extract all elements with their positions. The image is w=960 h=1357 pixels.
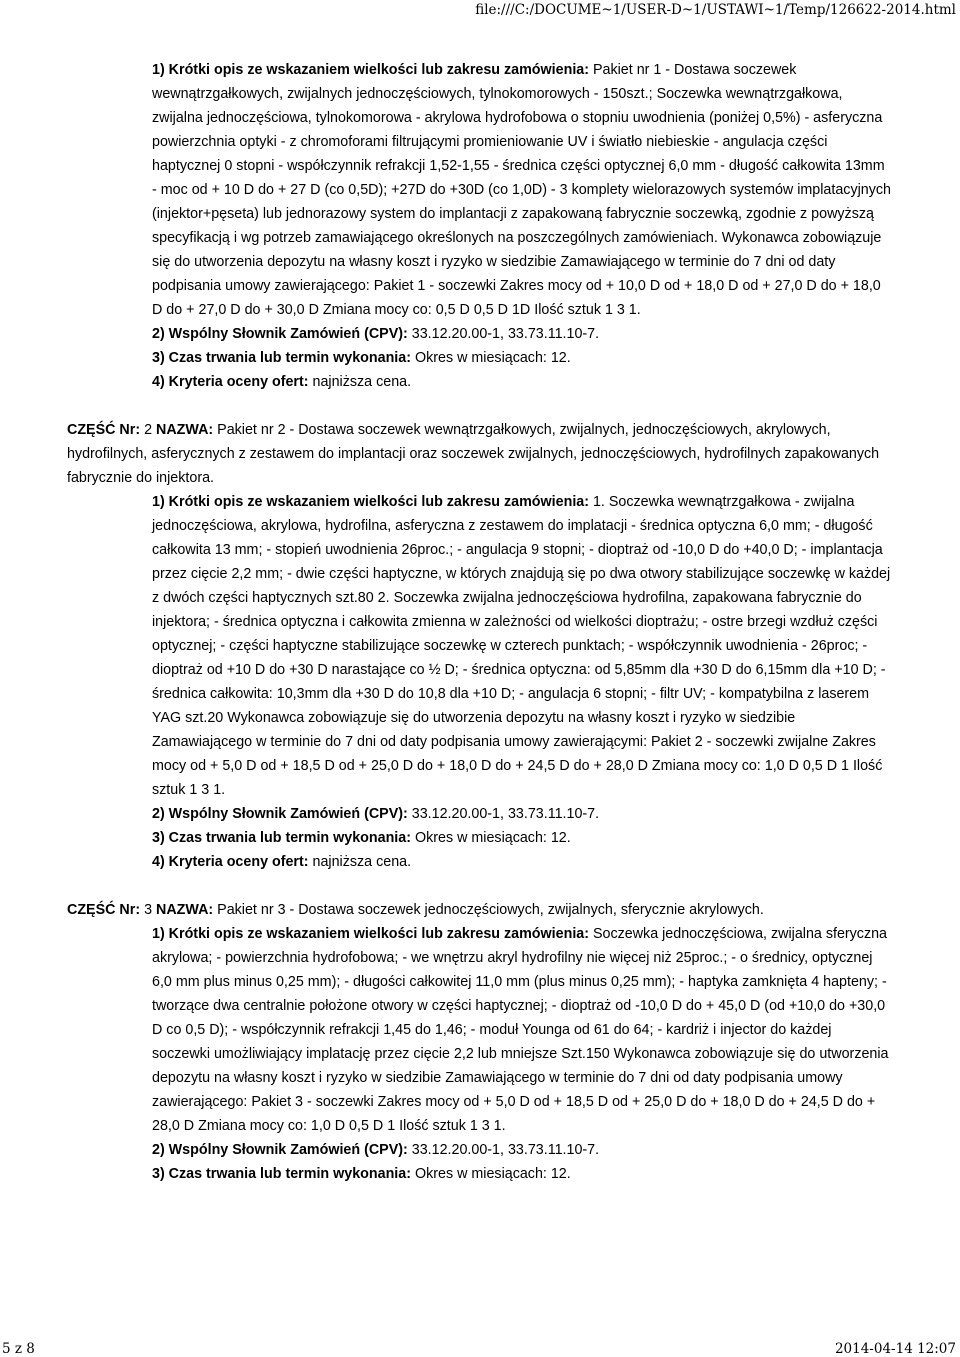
part2-item4-label: 4) Kryteria oceny ofert:: [152, 854, 309, 870]
part1-item4: [152, 370, 892, 394]
part3-nazwa-label: NAZWA:: [156, 902, 214, 918]
part2-czesc-label: CZĘŚĆ Nr:: [67, 422, 141, 438]
part1-item2: [152, 322, 892, 346]
part3-item3-text: Okres w miesiącach: 12.: [414, 1166, 571, 1182]
part1-item3: [152, 346, 892, 370]
part2-item2: [152, 802, 892, 826]
part3-czesc-nr: 3: [144, 902, 153, 918]
part3-item2: [152, 1138, 892, 1162]
part2-item3: [152, 826, 892, 850]
part3-item1-text: Soczewka jednoczęściowa, zwijalna sferyczna akrylowa; - powierzchnia hydrofobowa; - we wnętrzu akryl hydrofilny nie więcej niż 25proc.; - o średnicy, optycznej 6,0 mm plus minus 0,25 mm); - długości całkowitej 11,0 mm (plus minus 0,25 mm); - haptyka zamknięta 4 hapteny; - tworzące dwa centralnie położone otwory w części haptycznej; - dioptraż od -10,0 D do + 45,0 D (od +10,0 do +30,0 D co 0,5 D); - współczynnik refrakcji 1,45 do 1,46; - moduł Younga od 61 do 64; - kardriż i injector do każdej soczewki umożliwiający implatację przez cięcie 2,2 lub mniejsze Szt.150 Wykonawca zobowiązuje się do utworzenia depozytu na własny koszt i ryzyko w siedzibie Zamawiającego w terminie do 7 dni od daty podpisania umowy zawierającego: Pakiet 3 - soczewki Zakres mocy od + 5,0 D od + 18,5 D od + 25,0 D do + 18,0 D do + 24,5 D do + 28,0 D Zmiana mocy co: 1,0 D 0,5 D 1 Ilość sztuk 1 3 1.: [152, 926, 889, 1134]
part3-item2-text: 33.12.20.00-1, 33.73.11.10-7.: [411, 1142, 600, 1158]
part2-item1: [152, 490, 892, 802]
part3-item3-label: 3) Czas trwania lub termin wykonania:: [152, 1166, 411, 1182]
part1-item2-text: 33.12.20.00-1, 33.73.11.10-7.: [411, 326, 600, 342]
part1-item4-label: 4) Kryteria oceny ofert:: [152, 374, 309, 390]
part1-item2-label: 2) Wspólny Słownik Zamówień (CPV):: [152, 326, 408, 342]
part3-item3: [152, 1162, 892, 1186]
part3-item2-label: 2) Wspólny Słownik Zamówień (CPV):: [152, 1142, 408, 1158]
part2-item4-text: najniższa cena.: [312, 854, 412, 870]
part2-item4: [152, 850, 892, 874]
part1-item3-text: Okres w miesiącach: 12.: [414, 350, 571, 366]
part2-nazwa-label: NAZWA:: [156, 422, 214, 438]
print-header-file-path: file:///C:/DOCUME~1/USER-D~1/USTAWI~1/Temp/126622-2014.html: [475, 2, 956, 18]
part2-item2-text: 33.12.20.00-1, 33.73.11.10-7.: [411, 806, 600, 822]
part1-item1-text: Pakiet nr 1 - Dostawa soczewek wewnątrzgałkowych, zwijalnych jednoczęściowych, tylnokomorowych - 150szt.; Soczewka wewnątrzgałkowa, zwijalna jednoczęściowa, tylnokomorowa - akrylowa hydrofobowa o stopniu uwodnienia (poniżej 0,5%) - asferyczna powierzchnia optyki - z chromoforami filtrującymi promieniowanie UV i światło niebieskie - angulacja części haptycznej 0 stopni - współczynnik refrakcji 1,52-1,55 - średnica części optycznej 6,0 mm - długość całkowita 13mm - moc od + 10 D do + 27 D (co 0,5D); +27D do +30D (co 1,0D) - 3 komplety wielorazowych systemów implatacyjnych (injektor+pęseta) lub jednorazowy system do implantacji z zapakowaną fabrycznie soczewką, zgodnie z powyższą specyfikacją i wg potrzeb zamawiającego określonych na poszczególnych zamówieniach. Wykonawca zobowiązuje się do utworzenia depozytu na własny koszt i ryzyko w siedzibie Zamawiającego w terminie do 7 dni od daty podpisania umowy zawierającego: Pakiet 1 - soczewki Zakres mocy od + 10,0 D od + 18,0 D od + 27,0 D do + 18,0 D do + 27,0 D do + 30,0 D Zmiana mocy co: 0,5 D 0,5 D 1D Ilość sztuk 1 3 1.: [152, 62, 891, 318]
part3-heading: [67, 898, 892, 922]
part2-item1-label: 1) Krótki opis ze wskazaniem wielkości lub zakresu zamówienia:: [152, 494, 589, 510]
part1-item1: [152, 58, 892, 322]
print-footer-datetime: 2014-04-14 12:07: [834, 1341, 956, 1357]
part2-czesc-nr: 2: [144, 422, 153, 438]
part1-item4-text: najniższa cena.: [312, 374, 412, 390]
part3-nazwa-text: Pakiet nr 3 - Dostawa soczewek jednoczęściowych, zwijalnych, sferycznie akrylowych.: [217, 902, 764, 918]
part2-heading: [67, 418, 892, 490]
document-body: [0, 58, 960, 1186]
part2-nazwa-text: Pakiet nr 2 - Dostawa soczewek wewnątrzgałkowych, zwijalnych, jednoczęściowych, akrylowych, hydrofilnych, asferycznych z zestawem do implantacji oraz soczewek zwijalnych, jednoczęściowych, hydrofilnych zapakowanych fabrycznie do injektora.: [67, 422, 880, 486]
part3-czesc-label: CZĘŚĆ Nr:: [67, 902, 141, 918]
part1-item3-label: 3) Czas trwania lub termin wykonania:: [152, 350, 411, 366]
part2-item3-text: Okres w miesiącach: 12.: [414, 830, 571, 846]
part3-item1-label: 1) Krótki opis ze wskazaniem wielkości lub zakresu zamówienia:: [152, 926, 589, 942]
part3-item1: [152, 922, 892, 1138]
part1-item1-label: 1) Krótki opis ze wskazaniem wielkości lub zakresu zamówienia:: [152, 62, 589, 78]
part2-item2-label: 2) Wspólny Słownik Zamówień (CPV):: [152, 806, 408, 822]
part2-item3-label: 3) Czas trwania lub termin wykonania:: [152, 830, 411, 846]
print-footer-page-number: 5 z 8: [2, 1341, 35, 1357]
part2-item1-text: 1. Soczewka wewnątrzgałkowa - zwijalna jednoczęściowa, akrylowa, hydrofilna, asferyczna z zestawem do implatacji - średnica optyczna 6,0 mm; - długość całkowita 13 mm; - stopień uwodnienia 26proc.; - angulacja 9 stopni; - dioptraż od -10,0 D do +40,0 D; - implantacja przez cięcie 2,2 mm; - dwie części haptyczne, w których znajdują się po dwa otwory stabilizujące soczewkę w każdej z dwóch części haptycznych szt.80 2. Soczewka zwijalna jednoczęściowa hydrofilna, zapakowana fabrycznie do injektora; - średnica optyczna i całkowita zmienna w zależności od wielkości dioptrażu; - ostre brzegi wzdłuż części optycznej; - części haptyczne stabilizujące soczewkę w czterech punktach; - współczynnik uwodnienia - 26proc; - dioptraż od +10 D do +30 D narastające co ½ D; - średnica optyczna: od 5,85mm dla +30 D do 6,15mm dla +10 D; - średnica całkowita: 10,3mm dla +30 D do 10,8 dla +10 D; - angulacja 6 stopni; - filtr UV; - kompatybilna z laserem YAG szt.20 Wykonawca zobowiązuje się do utworzenia depozytu na własny koszt i ryzyko w siedzibie Zamawiającego w terminie do 7 dni od daty podpisania umowy zawierającymi: Pakiet 2 - soczewki zwijalne Zakres mocy od + 5,0 D od + 18,5 D od + 25,0 D do + 18,0 D do + 24,5 D do + 28,0 D Zmiana mocy co: 1,0 D 0,5 D 1 Ilość sztuk 1 3 1.: [152, 494, 891, 798]
